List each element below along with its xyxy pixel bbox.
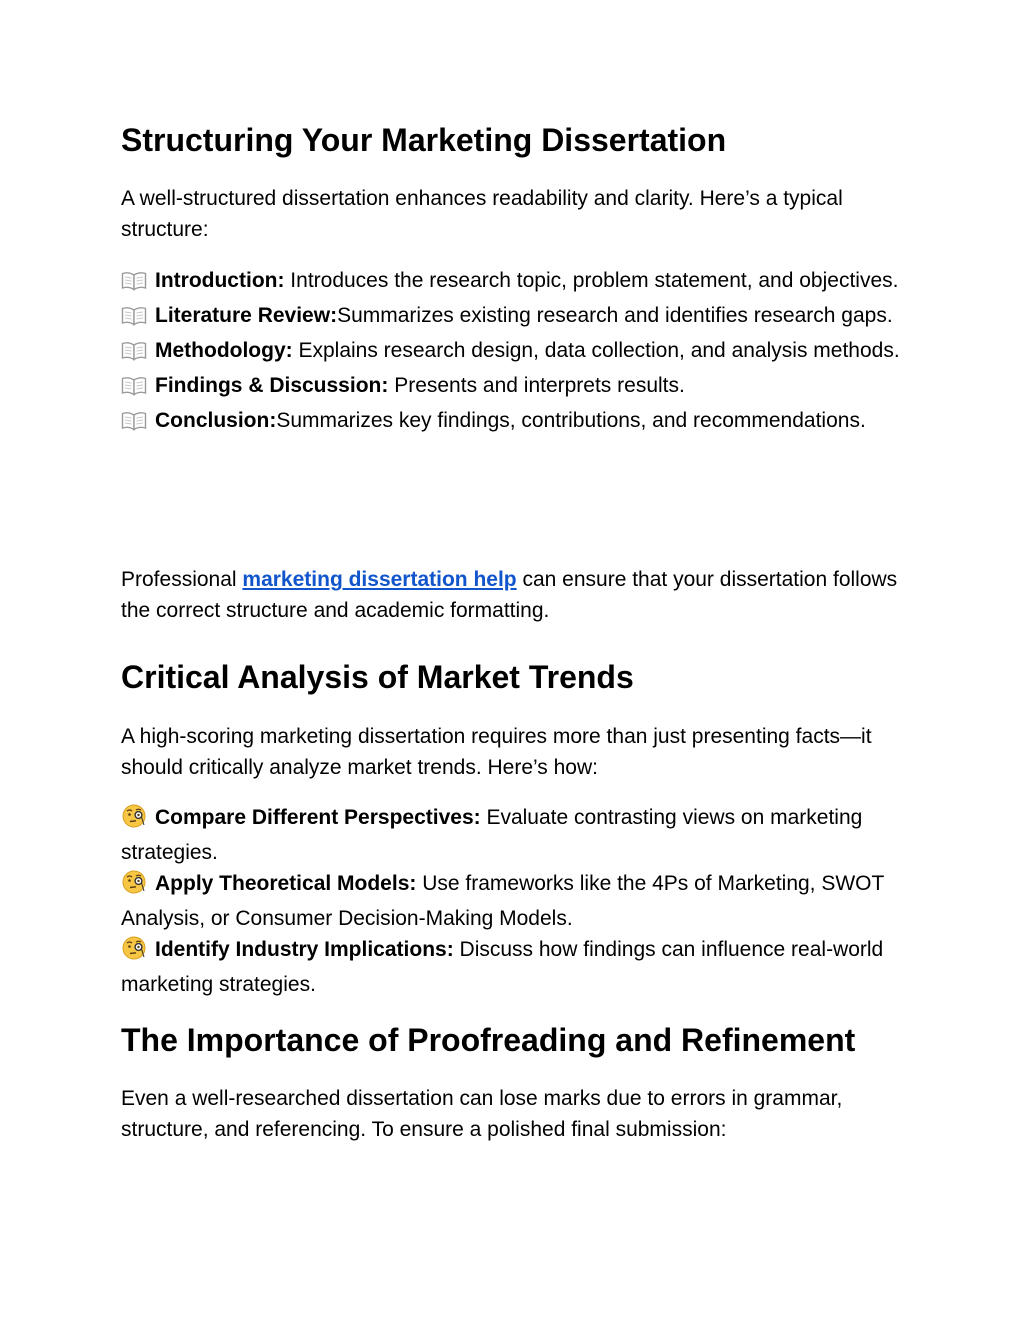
list-item <box>121 802 911 868</box>
list-item <box>121 868 911 934</box>
list-item <box>121 335 911 370</box>
list-item <box>121 370 911 405</box>
list-item-text: Use frameworks like the 4Ps of Marketing, SWOT Analysis, or Consumer Decision-Making Models. <box>121 872 884 930</box>
intro-proofreading: Even a well-researched dissertation can lose marks due to errors in grammar, structure, and referencing. To ensure a polished final submission: <box>121 1087 843 1141</box>
list-item-text: Evaluate contrasting views on marketing strategies. <box>121 806 863 864</box>
list-item-label: Identify Industry Implications: <box>155 938 454 961</box>
list-item-text: Discuss how findings can influence real-world marketing strategies. <box>121 938 884 996</box>
list-item-label: Apply Theoretical Models: <box>155 872 417 895</box>
open-book-icon <box>121 374 147 405</box>
closing-paragraph <box>121 564 911 626</box>
list-item-label: Introduction: <box>155 269 285 292</box>
monocle-face-icon <box>121 804 147 837</box>
list-item <box>121 405 911 440</box>
list-item-label: Conclusion: <box>155 409 277 432</box>
open-book-icon <box>121 269 147 300</box>
list-item-label: Methodology: <box>155 339 293 362</box>
closing-text-after: can ensure that your dissertation follows the correct structure and academic formatting. <box>121 568 898 622</box>
monocle-face-icon <box>121 936 147 969</box>
list-item <box>121 265 911 300</box>
list-item-label: Literature Review: <box>155 304 338 327</box>
open-book-icon <box>121 409 147 440</box>
list-item-label: Compare Different Perspectives: <box>155 806 481 829</box>
list-item <box>121 934 911 1000</box>
closing-text-before: Professional <box>121 568 243 591</box>
monocle-face-icon <box>121 870 147 903</box>
open-book-icon <box>121 339 147 370</box>
list-item-text: Presents and interprets results. <box>388 374 685 397</box>
heading-proofreading: The Importance of Proofreading and Refinement <box>121 1022 856 1058</box>
heading-critical-analysis: Critical Analysis of Market Trends <box>121 659 634 695</box>
structure-list <box>121 265 911 440</box>
intro-critical-analysis: A high-scoring marketing dissertation requires more than just presenting facts—it should critically analyze market trends. Here’s how: <box>121 725 872 779</box>
marketing-dissertation-help-link[interactable]: marketing dissertation help <box>242 568 517 591</box>
open-book-icon <box>121 304 147 335</box>
list-item-text: Summarizes existing research and identifies research gaps. <box>337 304 893 327</box>
intro-structuring: A well-structured dissertation enhances readability and clarity. Here’s a typical structure: <box>121 187 843 241</box>
list-item-text: Introduces the research topic, problem statement, and objectives. <box>284 269 899 292</box>
list-item-label: Findings & Discussion: <box>155 374 389 397</box>
heading-structuring: Structuring Your Marketing Dissertation <box>121 122 727 158</box>
list-item-text: Summarizes key findings, contributions, and recommendations. <box>276 409 866 432</box>
list-item <box>121 300 911 335</box>
list-item-text: Explains research design, data collection, and analysis methods. <box>292 339 900 362</box>
analysis-list <box>121 802 911 1000</box>
